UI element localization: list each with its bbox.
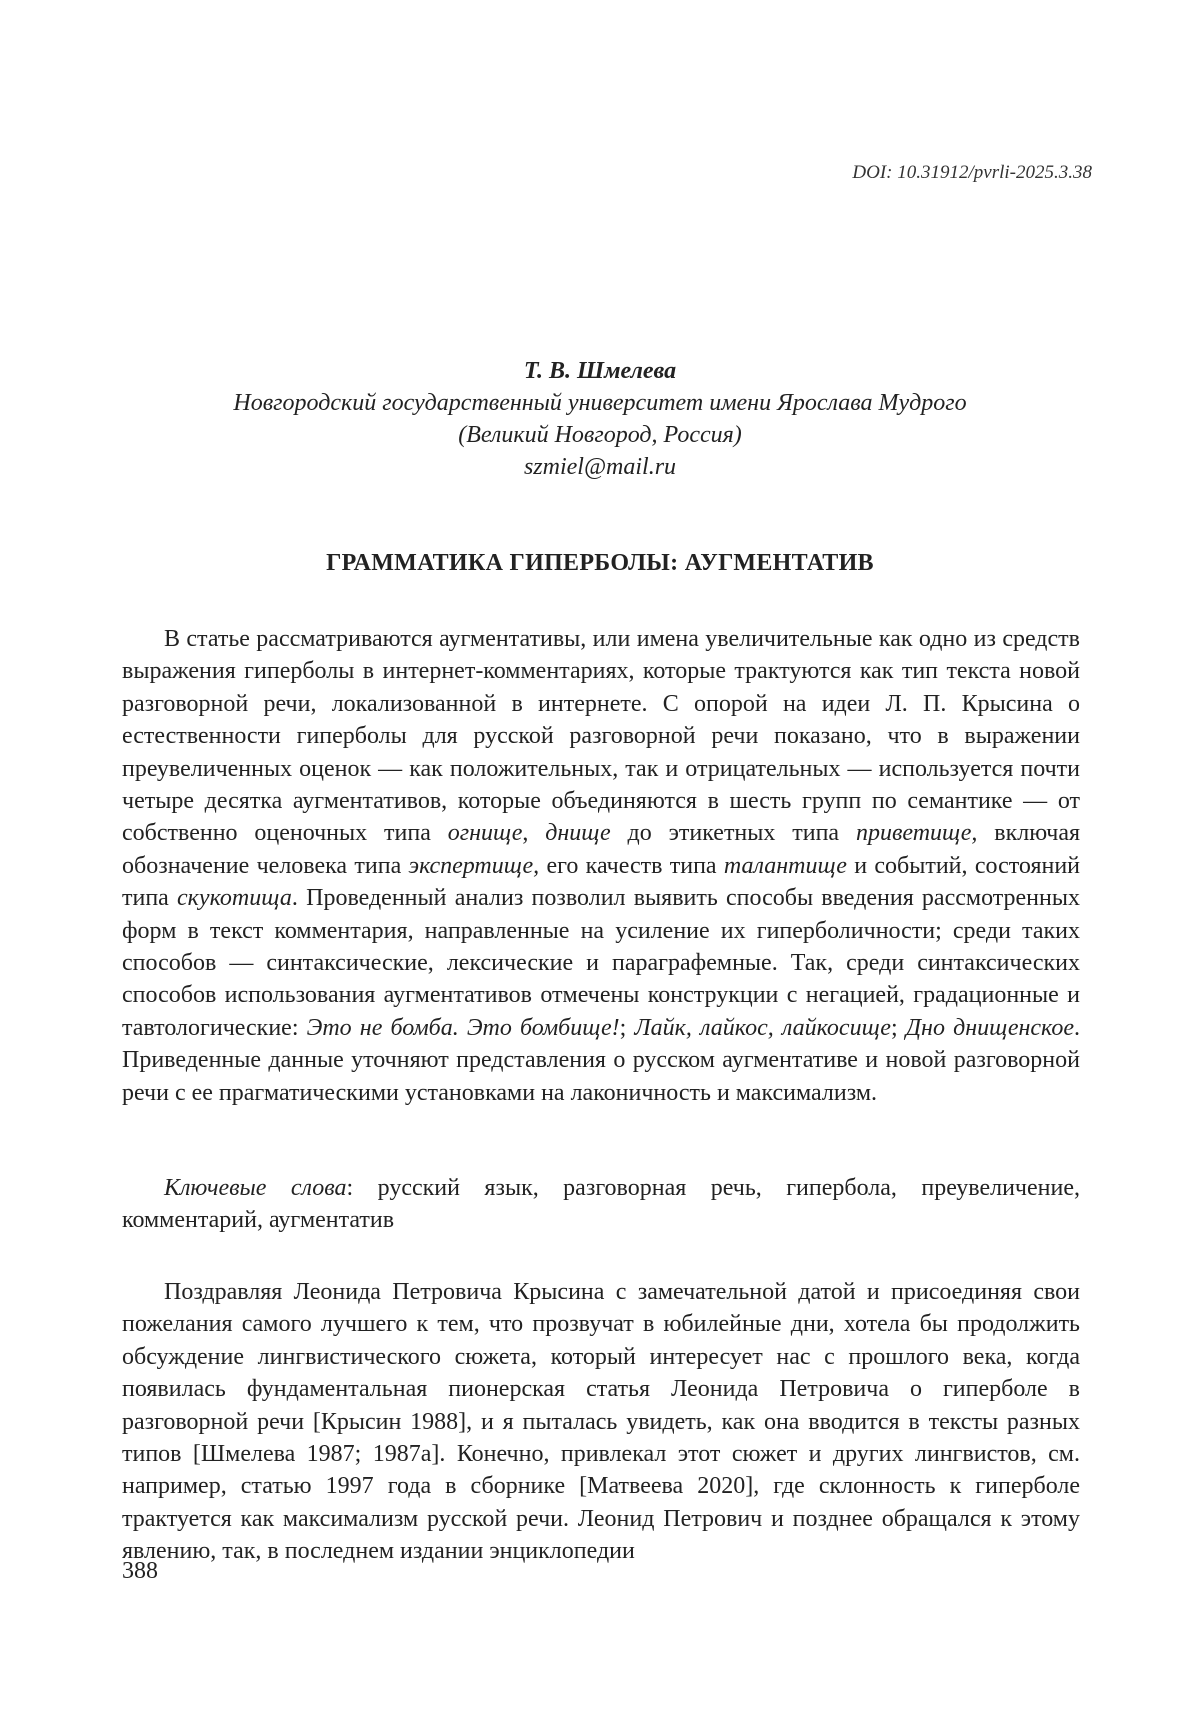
author-email[interactable]: szmiel@mail.ru <box>523 454 677 480</box>
abstract-text: . Приведенные данные уточняют представления о русском аугментативе и новой разговорной речи с ее прагматическими установками на лаконичность и максимализм. <box>122 1014 1081 1106</box>
abstract-text: ; <box>619 1014 635 1041</box>
example-phrase: Дно днищенское <box>905 1014 1075 1041</box>
doi-line: DOI: 10.31912/pvrli-2025.3.38 <box>852 162 1092 183</box>
example-word: днище <box>545 820 611 847</box>
author-block <box>0 355 1200 483</box>
keywords-text: : русский язык, разговорная речь, гипербола, преувеличение, комментарий, аугментатив <box>122 1175 1080 1234</box>
keywords-label: Ключевые слова <box>164 1175 347 1201</box>
example-word: скукотища <box>177 885 292 912</box>
keywords <box>122 1172 1080 1237</box>
article-title: ГРАММАТИКА ГИПЕРБОЛЫ: АУГМЕНТАТИВ <box>326 550 874 576</box>
example-word: талантище <box>723 852 847 879</box>
abstract-text: . Проведенный анализ позволил выявить способы введения рассмотренных форм в текст комментария, направленные на усиление их гиперболичности; среди таких способов — синтаксические, лексические и параграфемные. Так, среди синтаксических способов использования аугментативов отмечены конструкции с негацией, градационные и тавтологические: <box>122 885 1080 1041</box>
abstract-text: включая обозначение человека типа <box>122 820 1081 879</box>
abstract <box>122 623 1080 1109</box>
example-word: экспертище, <box>408 852 540 879</box>
abstract-text: и событий, состояний типа <box>122 852 1081 912</box>
body-paragraph: Поздравляя Леонида Петровича Крысина с замечательной датой и присоединяя свои пожелания самого лучшего к тем, что прозвучат в юбилейные дни, хотела бы продолжить обсуждение лингвистического сюжета, который интересует нас с прошлого века, когда появилась фундаментальная пионерская статья Леонида Петровича о гиперболе в разговорной речи [Крысин 1988], и я пыталась увидеть, как она вводится в тексты разных типов [Шмелева 1987; 1987а]. Конечно, привлекал этот сюжет и других лингвистов, см. например, статью 1997 года в сборнике [Матвеева 2020], где склонность к гиперболе трактуется как максимализм русской речи. Леонид Петрович и позднее обращался к этому явлению, так, в последнем издании энциклопедии <box>122 1279 1080 1565</box>
page-number: 388 <box>122 1558 158 1584</box>
author-location: (Великий Новгород, Россия) <box>458 422 742 448</box>
body-text <box>122 1276 1080 1568</box>
abstract-text: ; <box>890 1014 906 1041</box>
abstract-text: В статье рассматриваются аугментативы, или имена увеличительные как одно из средств выражения гиперболы в интернет-комментариях, которые трактуются как тип текста новой разговорной речи, локализованной в интернете. С опорой на идеи Л. П. Крысина о естественности гиперболы для русской разговорной речи показано, что в выражении преувеличенных оценок — как положительных, так и отрицательных — используется почти четыре десятка аугментативов, которые объединяются в шесть групп по семантике — от собственно оценочных типа <box>122 626 1080 847</box>
example-word: приветище, <box>855 820 978 847</box>
example-phrase: Это не бомба. Это бомбище! <box>306 1014 620 1041</box>
keywords-paragraph <box>122 1172 1080 1237</box>
abstract-text: его качеств типа <box>539 852 724 879</box>
abstract-paragraph <box>122 623 1080 1109</box>
author-affiliation: Новгородский государственный университет имени Ярослава Мудрого <box>233 390 967 416</box>
author-name: Т. В. Шмелева <box>523 358 677 384</box>
abstract-text: до этикетных типа <box>610 820 856 847</box>
abstract-text: , <box>522 820 546 847</box>
example-word: огнище <box>447 820 523 847</box>
example-phrase: Лайк, лайкос, лайкосище <box>634 1014 891 1041</box>
